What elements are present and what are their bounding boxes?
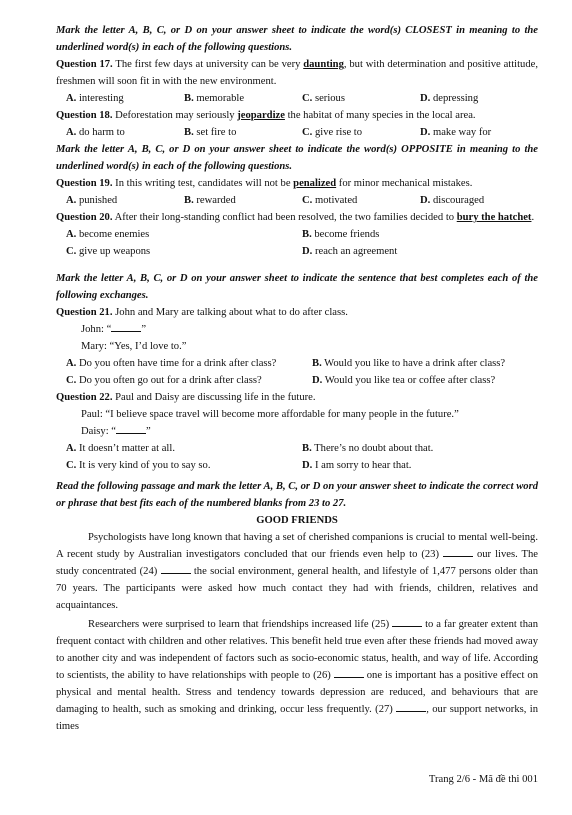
option-letter: B. xyxy=(302,443,312,454)
question-text: The first few days at university can be very xyxy=(112,59,304,70)
option-c[interactable] xyxy=(66,243,302,260)
passage-text: , our support networks, in times xyxy=(56,704,539,732)
options-row xyxy=(56,192,538,209)
option-text: discouraged xyxy=(430,195,485,206)
underlined-word: jeopardize xyxy=(237,110,285,121)
passage-text: the social environment, general health, and lifestyle of 1,477 persons older than 70 years. The participants were asked how much contact they had with friends, children, relatives and acquaintances. xyxy=(56,566,538,611)
option-letter: D. xyxy=(302,460,313,471)
option-letter: C. xyxy=(66,246,77,257)
passage-text: to a far greater extent than frequent contact with children and other relatives. This benefit held true even after these friends had moved away to another city and was independent of factors such as socio-economic status, health, and way of life. According to scientists, the ability to have relationships with people to (26) xyxy=(56,619,538,681)
passage-text: Researchers were surprised to learn that friendships increased life (25) xyxy=(88,619,393,630)
passage-text: our lives. The study concentrated (24) xyxy=(56,549,538,577)
option-letter: C. xyxy=(302,195,313,206)
option-b[interactable] xyxy=(184,90,302,107)
option-c[interactable] xyxy=(302,192,420,209)
option-text: set fire to xyxy=(193,127,237,138)
option-d[interactable] xyxy=(302,457,538,474)
question-text: the habitat of many species in the local area. xyxy=(284,110,476,121)
section-instruction-opposite: Mark the letter A, B, C, or D on your answer sheet to indicate the word(s) OPPOSITE in meaning to the underlined word(s) in each of the following questions. xyxy=(56,144,538,172)
underlined-word: daunting xyxy=(303,59,344,70)
option-letter: B. xyxy=(184,127,194,138)
option-letter: C. xyxy=(302,93,313,104)
question-text: for minor mechanical mistakes. xyxy=(336,178,473,189)
option-a[interactable] xyxy=(66,124,184,141)
option-text: serious xyxy=(312,93,345,104)
option-text: There’s no doubt about that. xyxy=(311,443,434,454)
options-row xyxy=(56,90,538,107)
spacer xyxy=(56,260,538,270)
option-letter: A. xyxy=(66,93,77,104)
question-text: After their long-standing conflict had been resolved, the two families decided to xyxy=(112,212,457,223)
option-a[interactable] xyxy=(66,192,184,209)
question-text: John and Mary are talking about what to do after class. xyxy=(112,307,348,318)
option-a[interactable] xyxy=(66,440,302,457)
options-row xyxy=(56,457,538,474)
blank-25 xyxy=(392,617,422,627)
option-text: give up weapons xyxy=(76,246,151,257)
speaker-text: John: “ xyxy=(81,324,112,335)
option-letter: A. xyxy=(66,229,77,240)
underlined-word: bury the hatchet xyxy=(456,212,532,223)
option-text: become friends xyxy=(311,229,380,240)
option-a[interactable] xyxy=(66,355,312,372)
option-text: depressing xyxy=(430,93,479,104)
question-22 xyxy=(56,389,538,406)
blank-24 xyxy=(161,564,191,574)
question-21 xyxy=(56,304,538,321)
option-letter: D. xyxy=(312,375,323,386)
option-text: It doesn’t matter at all. xyxy=(76,443,175,454)
option-text: do harm to xyxy=(76,127,125,138)
option-letter: D. xyxy=(420,127,431,138)
option-b[interactable] xyxy=(302,440,538,457)
options-row xyxy=(56,243,538,260)
option-a[interactable] xyxy=(66,90,184,107)
option-letter: A. xyxy=(66,127,77,138)
options-row xyxy=(56,124,538,141)
dialog-line-paul: Paul: “I believe space travel will become more affordable for many people in the future.” xyxy=(81,409,459,420)
blank-27 xyxy=(396,702,426,712)
option-b[interactable] xyxy=(302,226,538,243)
option-c[interactable] xyxy=(66,372,312,389)
option-text: punished xyxy=(76,195,118,206)
section-instruction-exchanges: Mark the letter A, B, C, or D on your answer sheet to indicate the sentence that best completes each of the following exchanges. xyxy=(56,273,538,301)
option-text: Would you like to have a drink after class? xyxy=(321,358,506,369)
passage-text: one is important has a positive effect on physical and mental health. Stress and tendency towards depression are reduced, and behaviours that are damaging to health, such as smoking and drinking, occur less frequently. (27) xyxy=(56,670,538,715)
option-letter: B. xyxy=(312,358,322,369)
dialog-line-daisy xyxy=(56,423,538,440)
option-letter: A. xyxy=(66,358,77,369)
option-text: I am sorry to hear that. xyxy=(312,460,412,471)
options-row xyxy=(56,226,538,243)
question-label: Question 17. xyxy=(56,59,113,70)
question-label: Question 21. xyxy=(56,307,113,318)
options-row xyxy=(56,355,538,372)
option-letter: B. xyxy=(184,93,194,104)
option-letter: A. xyxy=(66,443,77,454)
question-text: In this writing test, candidates will not be xyxy=(112,178,294,189)
option-letter: B. xyxy=(184,195,194,206)
closing-quote: ” xyxy=(146,426,151,437)
closing-quote: ” xyxy=(141,324,147,335)
question-label: Question 19. xyxy=(56,178,113,189)
options-row xyxy=(56,440,538,457)
option-letter: C. xyxy=(66,375,77,386)
passage-paragraph-2 xyxy=(56,616,538,735)
option-a[interactable] xyxy=(66,226,302,243)
question-19 xyxy=(56,175,538,192)
answer-blank xyxy=(111,322,141,332)
option-letter: D. xyxy=(302,246,313,257)
question-label: Question 18. xyxy=(56,110,113,121)
passage-paragraph-1 xyxy=(56,529,538,614)
option-b[interactable] xyxy=(184,124,302,141)
option-text: Do you often go out for a drink after class? xyxy=(76,375,262,386)
option-c[interactable] xyxy=(302,124,420,141)
blank-26 xyxy=(334,668,364,678)
option-b[interactable] xyxy=(312,355,505,372)
option-d[interactable] xyxy=(420,192,538,209)
option-d[interactable] xyxy=(302,243,538,260)
option-b[interactable] xyxy=(184,192,302,209)
option-text: give rise to xyxy=(312,127,363,138)
passage-text: Psychologists have long known that having a set of cherished companions is crucial to mental well-being. A recent study by Australian investigators concluded that our friends even help to (23) xyxy=(56,532,538,560)
option-text: Would you like tea or coffee after class? xyxy=(322,375,496,386)
option-d[interactable] xyxy=(312,372,495,389)
option-letter: D. xyxy=(420,195,431,206)
question-20 xyxy=(56,209,538,226)
question-17 xyxy=(56,56,538,90)
option-text: make way for xyxy=(430,127,492,138)
option-letter: A. xyxy=(66,195,77,206)
section-instruction-passage: Read the following passage and mark the letter A, B, C, or D on your answer sheet to indicate the correct word or phrase that best fits each of the numbered blanks from 23 to 27. xyxy=(56,481,538,509)
option-letter: B. xyxy=(302,229,312,240)
option-letter: C. xyxy=(302,127,313,138)
option-text: Do you often have time for a drink after class? xyxy=(76,358,277,369)
option-text: rewarded xyxy=(193,195,236,206)
exam-page xyxy=(56,22,538,735)
page-footer: Trang 2/6 - Mã đề thi 001 xyxy=(428,774,538,785)
option-letter: C. xyxy=(66,460,77,471)
speaker-text: Daisy: “ xyxy=(81,426,117,437)
option-c[interactable] xyxy=(302,90,420,107)
question-label: Question 22. xyxy=(56,392,113,403)
underlined-word: penalized xyxy=(293,178,337,189)
option-text: interesting xyxy=(76,93,124,104)
option-text: become enemies xyxy=(76,229,150,240)
option-c[interactable] xyxy=(66,457,302,474)
section-instruction-closest: Mark the letter A, B, C, or D on your answer sheet to indicate the word(s) CLOSEST in meaning to the underlined word(s) in each of the following questions. xyxy=(56,25,538,53)
option-text: motivated xyxy=(312,195,358,206)
question-label: Question 20. xyxy=(56,212,113,223)
passage-title: GOOD FRIENDS xyxy=(256,515,338,526)
option-text: memorable xyxy=(193,93,245,104)
option-letter: D. xyxy=(420,93,431,104)
answer-blank xyxy=(116,424,146,434)
question-18 xyxy=(56,107,538,124)
dialog-line-john xyxy=(56,321,538,338)
question-text: . xyxy=(531,212,535,223)
option-d[interactable] xyxy=(420,90,538,107)
option-text: It is very kind of you to say so. xyxy=(76,460,211,471)
blank-23 xyxy=(443,547,473,557)
dialog-line-mary: Mary: “Yes, I’d love to.” xyxy=(81,341,187,352)
question-text: , but with determination and positive attitude, freshmen will soon fit in with the new environment. xyxy=(56,59,538,87)
option-d[interactable] xyxy=(420,124,538,141)
question-text: Paul and Daisy are discussing life in the future. xyxy=(112,392,316,403)
question-text: Deforestation may seriously xyxy=(112,110,238,121)
options-row xyxy=(56,372,538,389)
option-text: reach an agreement xyxy=(312,246,398,257)
